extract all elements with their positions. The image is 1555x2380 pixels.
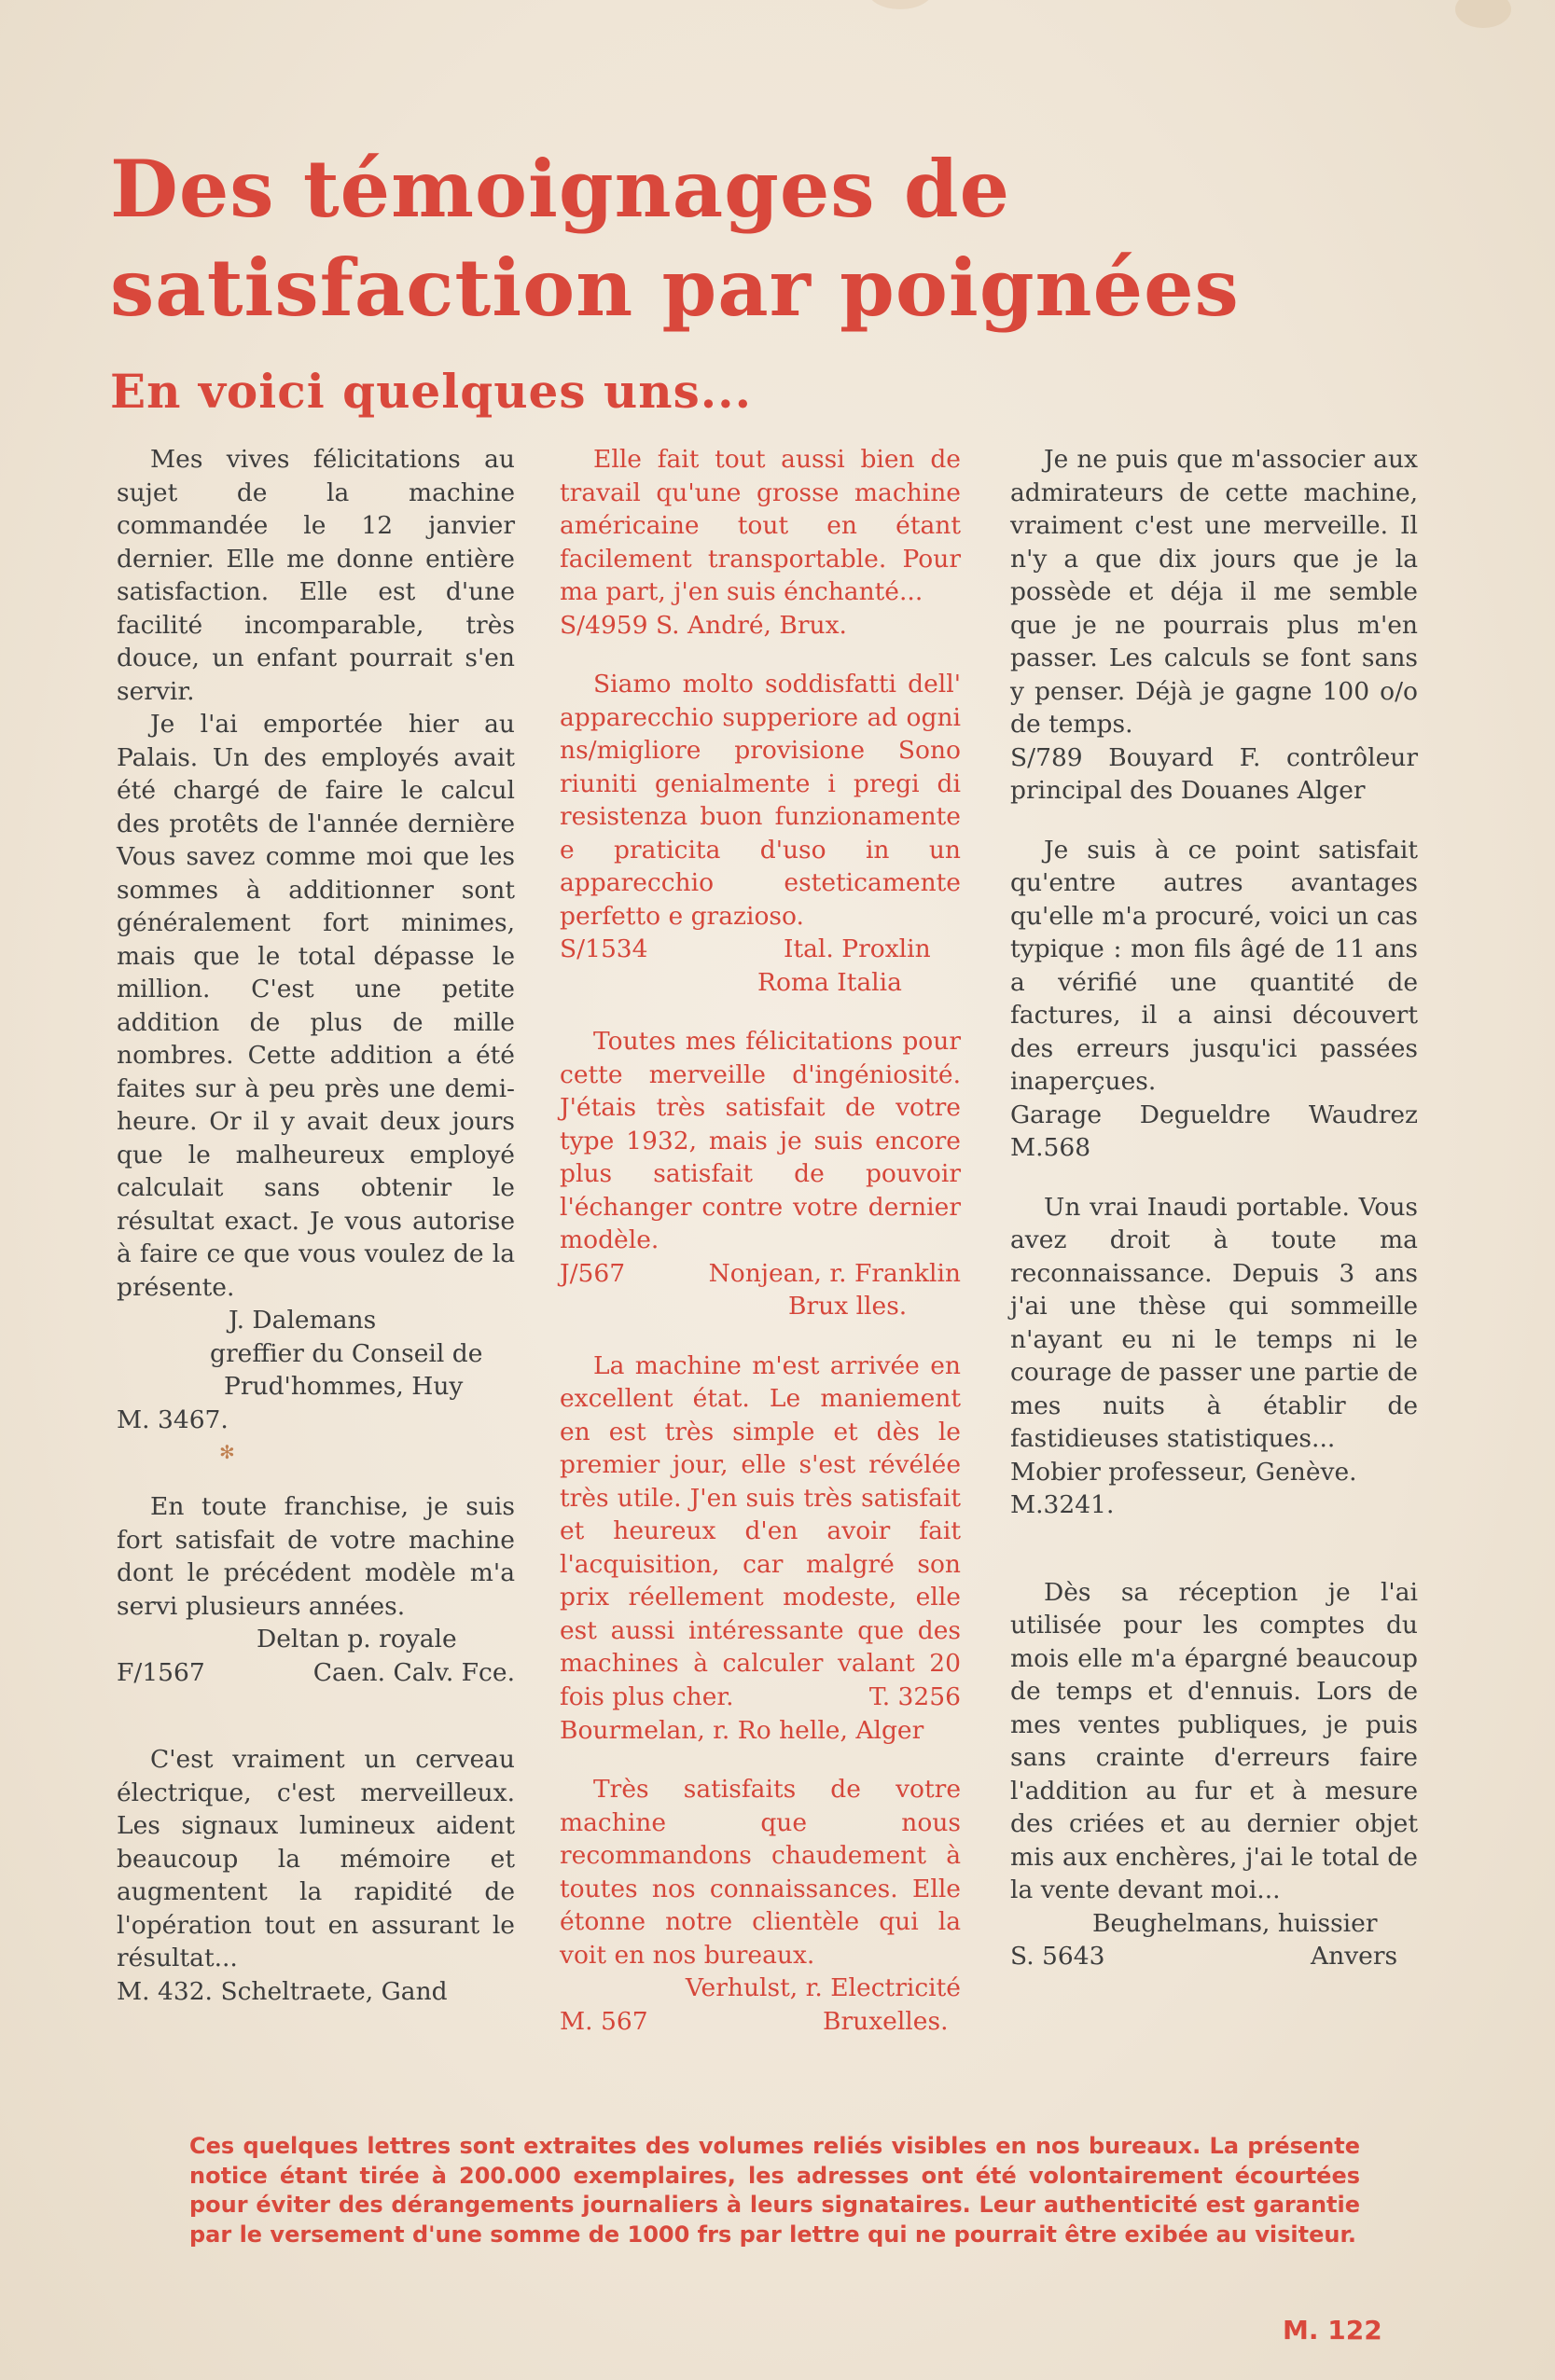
column-middle	[560, 443, 961, 2064]
reference-number: S/1534	[560, 934, 648, 963]
signature-name: Nonjean, r. Franklin	[708, 1258, 961, 1288]
reference-number: F/1567	[117, 1657, 205, 1687]
reference-number: J/567	[560, 1258, 626, 1288]
title-line-2: satisfaction par poignées	[110, 242, 1240, 334]
paper-stain	[868, 0, 933, 9]
signature-place: Caen. Calv. Fce.	[312, 1657, 515, 1687]
testimonial	[560, 1773, 961, 2038]
reference-number: S/4959	[560, 610, 648, 640]
signature-title: greffier du Conseil de	[210, 1338, 483, 1368]
reference-number: M. 567	[560, 2006, 648, 2036]
testimonial-signature	[117, 1623, 515, 1689]
testimonial	[560, 443, 961, 642]
signature-place: Anvers	[1311, 1942, 1398, 1971]
reference-number: M.3241.	[1010, 1490, 1115, 1519]
reference-number: M.568	[1010, 1133, 1091, 1162]
testimonial-text: Siamo molto soddisfatti dell' apparecchio supperiore ad ogni ns/migliore provisione Sono riuniti genialmente i pregi di resistenza buon funzionamente e praticita d'uso in un apparecchio esteticamente perfetto e grazioso.	[560, 670, 961, 931]
signature-place: Bruxelles.	[823, 2006, 949, 2036]
reference-number: T. 3256	[868, 1682, 961, 1711]
signature-place: Roma Italia	[757, 967, 902, 997]
signature-name: S. André, Brux.	[655, 610, 847, 640]
testimonial-signature	[1010, 1907, 1418, 1973]
testimonial	[117, 1490, 515, 1689]
page-number: M. 122	[1283, 2315, 1382, 2345]
signature-name: Verhulst, r. Electricité	[685, 1973, 961, 2002]
testimonial-text: La machine m'est arrivée en excellent état. Le maniement en est très simple et dès le premier jour, elle s'est révélée très utile. J'en suis très satisfait et heureux d'en avoir fait l'acquisition, car malgré son prix réellement modeste, elle est aussi intéressante que des machines à calculer valant 20 fois plus cher.	[560, 1350, 961, 1711]
testimonial-text: Mes vives félicitations au sujet de la machine commandée le 12 janvier dernier. Elle me donne entière satisfaction. Elle est d'une facilité incomparable, très douce, un enfant pourrait s'en servir.	[117, 445, 515, 706]
testimonial-text: Je suis à ce point satisfait qu'entre autres avantages qu'elle m'a procuré, voici un cas typique : mon fils âgé de 11 ans a vérifié une quantité de factures, il a ainsi découvert des erreurs jusqu'ici passées inaperçues.	[1010, 835, 1418, 1096]
signature-name: J. Dalemans	[229, 1306, 377, 1335]
testimonial-text: Un vrai Inaudi portable. Vous avez droit à toute ma reconnaissance. Depuis 3 ans j'ai une thèse qui sommeille n'ayant eu ni le temps ni le courage de passer une partie de mes nuits à établir de fastidieuses statistiques...	[1010, 1192, 1418, 1453]
signature-name: Ital. Proxlin	[784, 934, 931, 963]
testimonial-text: Je ne puis que m'associer aux admirateurs de cette machine, vraiment c'est une merveille. Il n'y a que dix jours que je la possède et déja il me semble que je ne pourrais plus m'en passer. Les calculs se font sans y penser. Déjà je gagne 100 o/o de temps.	[1010, 445, 1418, 739]
testimonial	[1010, 1576, 1418, 1973]
signature-name: Mobier professeur, Genève.	[1010, 1457, 1357, 1487]
testimonial-text: Dès sa réception je l'ai utilisée pour les comptes du mois elle m'a épargné beaucoup de temps et d'ennuis. Lors de mes ventes publiques, je puis sans crainte d'erreurs faire l'addition au fur et à mesure des criées et au dernier objet mis aux enchères, j'ai le total de la vente devant moi...	[1010, 1577, 1418, 1904]
signature-name: Scheltraete, Gand	[220, 1976, 448, 2006]
testimonial-signature	[560, 933, 961, 999]
reference-number: S. 5643	[1010, 1942, 1105, 1971]
testimonial-signature	[117, 1975, 515, 2009]
testimonial-signature	[117, 1304, 515, 1436]
signature-name: Deltan p. royale	[257, 1625, 457, 1654]
page-title	[110, 140, 1323, 338]
signature-place: Prud'hommes, Huy	[224, 1372, 464, 1401]
signature-name: Bourmelan, r. Ro helle, Alger	[560, 1715, 924, 1745]
testimonial	[117, 443, 515, 1436]
testimonial-text: Je l'ai emportée hier au Palais. Un des employés avait été chargé de faire le calcul des protêts de l'année dernière Vous savez comme moi que les sommes à additionner sont généralement fort minimes, mais que le total dépasse le million. C'est une petite addition de plus de mille nombres. Cette addition a été faites sur à peu près une demi-heure. Or il y avait deux jours que le malheureux employé calculait sans obtenir le résultat exact. Je vous autorise à faire ce que vous voulez de la présente.	[117, 710, 515, 1302]
testimonial-text: C'est vraiment un cerveau électrique, c'est merveilleux. Les signaux lumineux aident beaucoup la mémoire et augmentent la rapidité de l'opération tout en assurant le résultat...	[117, 1745, 515, 1972]
footer-notice: Ces quelques lettres sont extraites des volumes reliés visibles en nos bureaux. La présente notice étant tirée à 200.000 exemplaires, les adresses ont été volontairement écourtées pour éviter des dérangements journaliers à leurs signataires. Leur authenticité est garantie par le versement d'une somme de 1000 frs par lettre qui ne pourrait être exibée au visiteur.	[189, 2133, 1360, 2248]
paper-stain	[1455, 0, 1511, 28]
testimonial-signature	[1010, 1456, 1418, 1522]
title-line-1: Des témoignages de	[110, 143, 1011, 235]
testimonial-signature	[1010, 1099, 1418, 1165]
testimonial	[1010, 443, 1418, 808]
column-left	[117, 443, 515, 2034]
testimonial	[560, 1025, 961, 1323]
testimonial-text: Elle fait tout aussi bien de travail qu'une grosse machine américaine tout en étant facilement transportable. Pour ma part, j'en suis énchanté...	[560, 445, 961, 606]
testimonial-signature	[560, 609, 961, 643]
testimonial-signature: S/789 Bouyard F. contrôleur principal des Douanes Alger	[1010, 742, 1418, 805]
testimonial	[560, 668, 961, 999]
reference-number: M. 432.	[117, 1976, 213, 2006]
reference-number: M. 3467.	[117, 1404, 229, 1434]
testimonial-text: En toute franchise, je suis fort satisfait de votre machine dont le précédent modèle m'a servi plusieurs années.	[117, 1492, 515, 1621]
testimonial	[1010, 834, 1418, 1165]
signature-place: Brux lles.	[788, 1292, 908, 1321]
testimonial-text: Très satisfaits de votre machine que nous recommandons chaudement à toutes nos connaissances. Elle étonne notre clientèle qui la voit en nos bureaux.	[560, 1775, 961, 1970]
testimonial	[1010, 1191, 1418, 1522]
testimonial	[117, 1743, 515, 2008]
testimonial-signature	[560, 1972, 961, 2038]
testimonial	[560, 1349, 961, 1748]
testimonial-text: Toutes mes félicitations pour cette merveille d'ingéniosité. J'étais très satisfait de votre type 1932, mais je suis encore plus satisfait de pouvoir l'échanger contre votre dernier modèle.	[560, 1027, 961, 1254]
ornament-icon: ✻	[219, 1441, 235, 1463]
testimonial-signature	[560, 1257, 961, 1323]
signature-name: Beughelmans, huissier	[1092, 1908, 1378, 1938]
column-right	[1010, 443, 1418, 1999]
page-subtitle: En voici quelques uns...	[110, 364, 752, 419]
signature-name: Garage Degueldre Waudrez	[1010, 1100, 1418, 1129]
